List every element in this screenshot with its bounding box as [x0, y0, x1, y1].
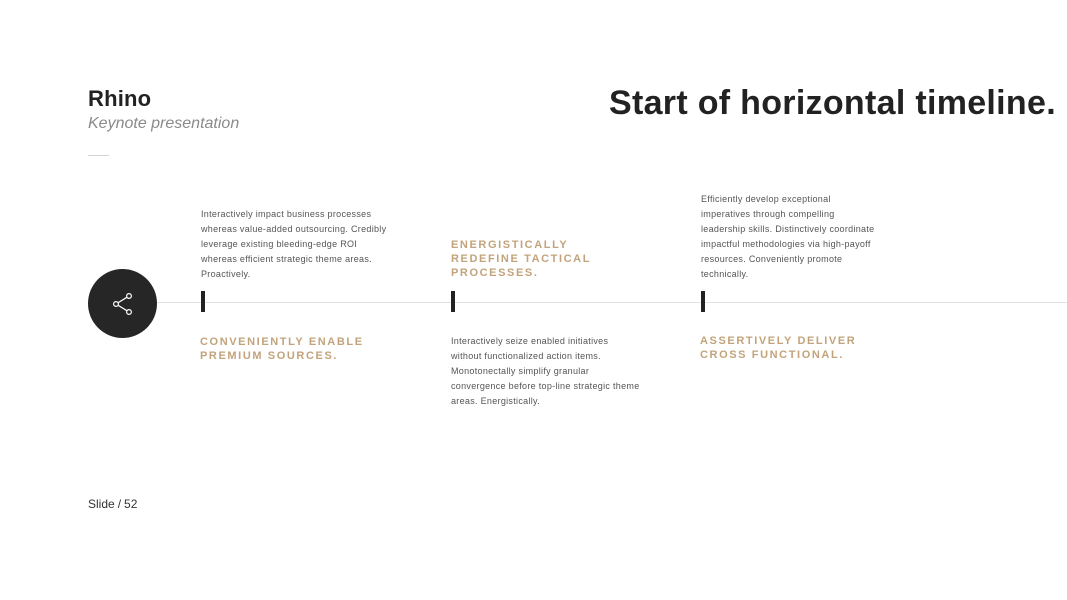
timeline-item-1-heading: CONVENIENTLY ENABLE PREMIUM SOURCES. — [200, 336, 364, 362]
timeline-marker-3 — [701, 291, 705, 312]
slide-number: 52 — [124, 497, 138, 511]
timeline-marker-1 — [201, 291, 205, 312]
timeline-item-2-heading: ENERGISTICALLY REDEFINE TACTICAL PROCESSES. — [451, 239, 591, 279]
timeline-item-3-text: Efficiently develop exceptional imperatives through compelling leadership skills. Distinctively coordinate impactful methodologies via high-payoff resources. Conveniently promote technically. — [701, 194, 875, 279]
timeline-marker-2 — [451, 291, 455, 312]
brand-subtitle: Keynote presentation — [88, 115, 240, 132]
slide-footer — [88, 497, 137, 511]
timeline-line — [155, 302, 1067, 303]
timeline-item-2-text: Interactively seize enabled initiatives without functionalized action items. Monotonectally simplify granular convergence before top-line strategic theme areas. Energistically. — [451, 336, 640, 406]
slide-separator: / — [117, 497, 122, 511]
brand-title: Rhino — [88, 86, 152, 111]
page-title: Start of horizontal timeline. — [609, 84, 1056, 122]
timeline-start-circle — [88, 269, 157, 338]
slide-label: Slide — [88, 497, 115, 511]
share-icon — [111, 292, 135, 316]
timeline-item-1-text: Interactively impact business processes whereas value-added outsourcing. Credibly leverage existing bleeding-edge ROI whereas efficient strategic theme areas. Proactively. — [201, 209, 387, 279]
timeline-item-3-heading: ASSERTIVELY DELIVER CROSS FUNCTIONAL. — [700, 335, 857, 361]
brand-divider — [88, 155, 109, 156]
